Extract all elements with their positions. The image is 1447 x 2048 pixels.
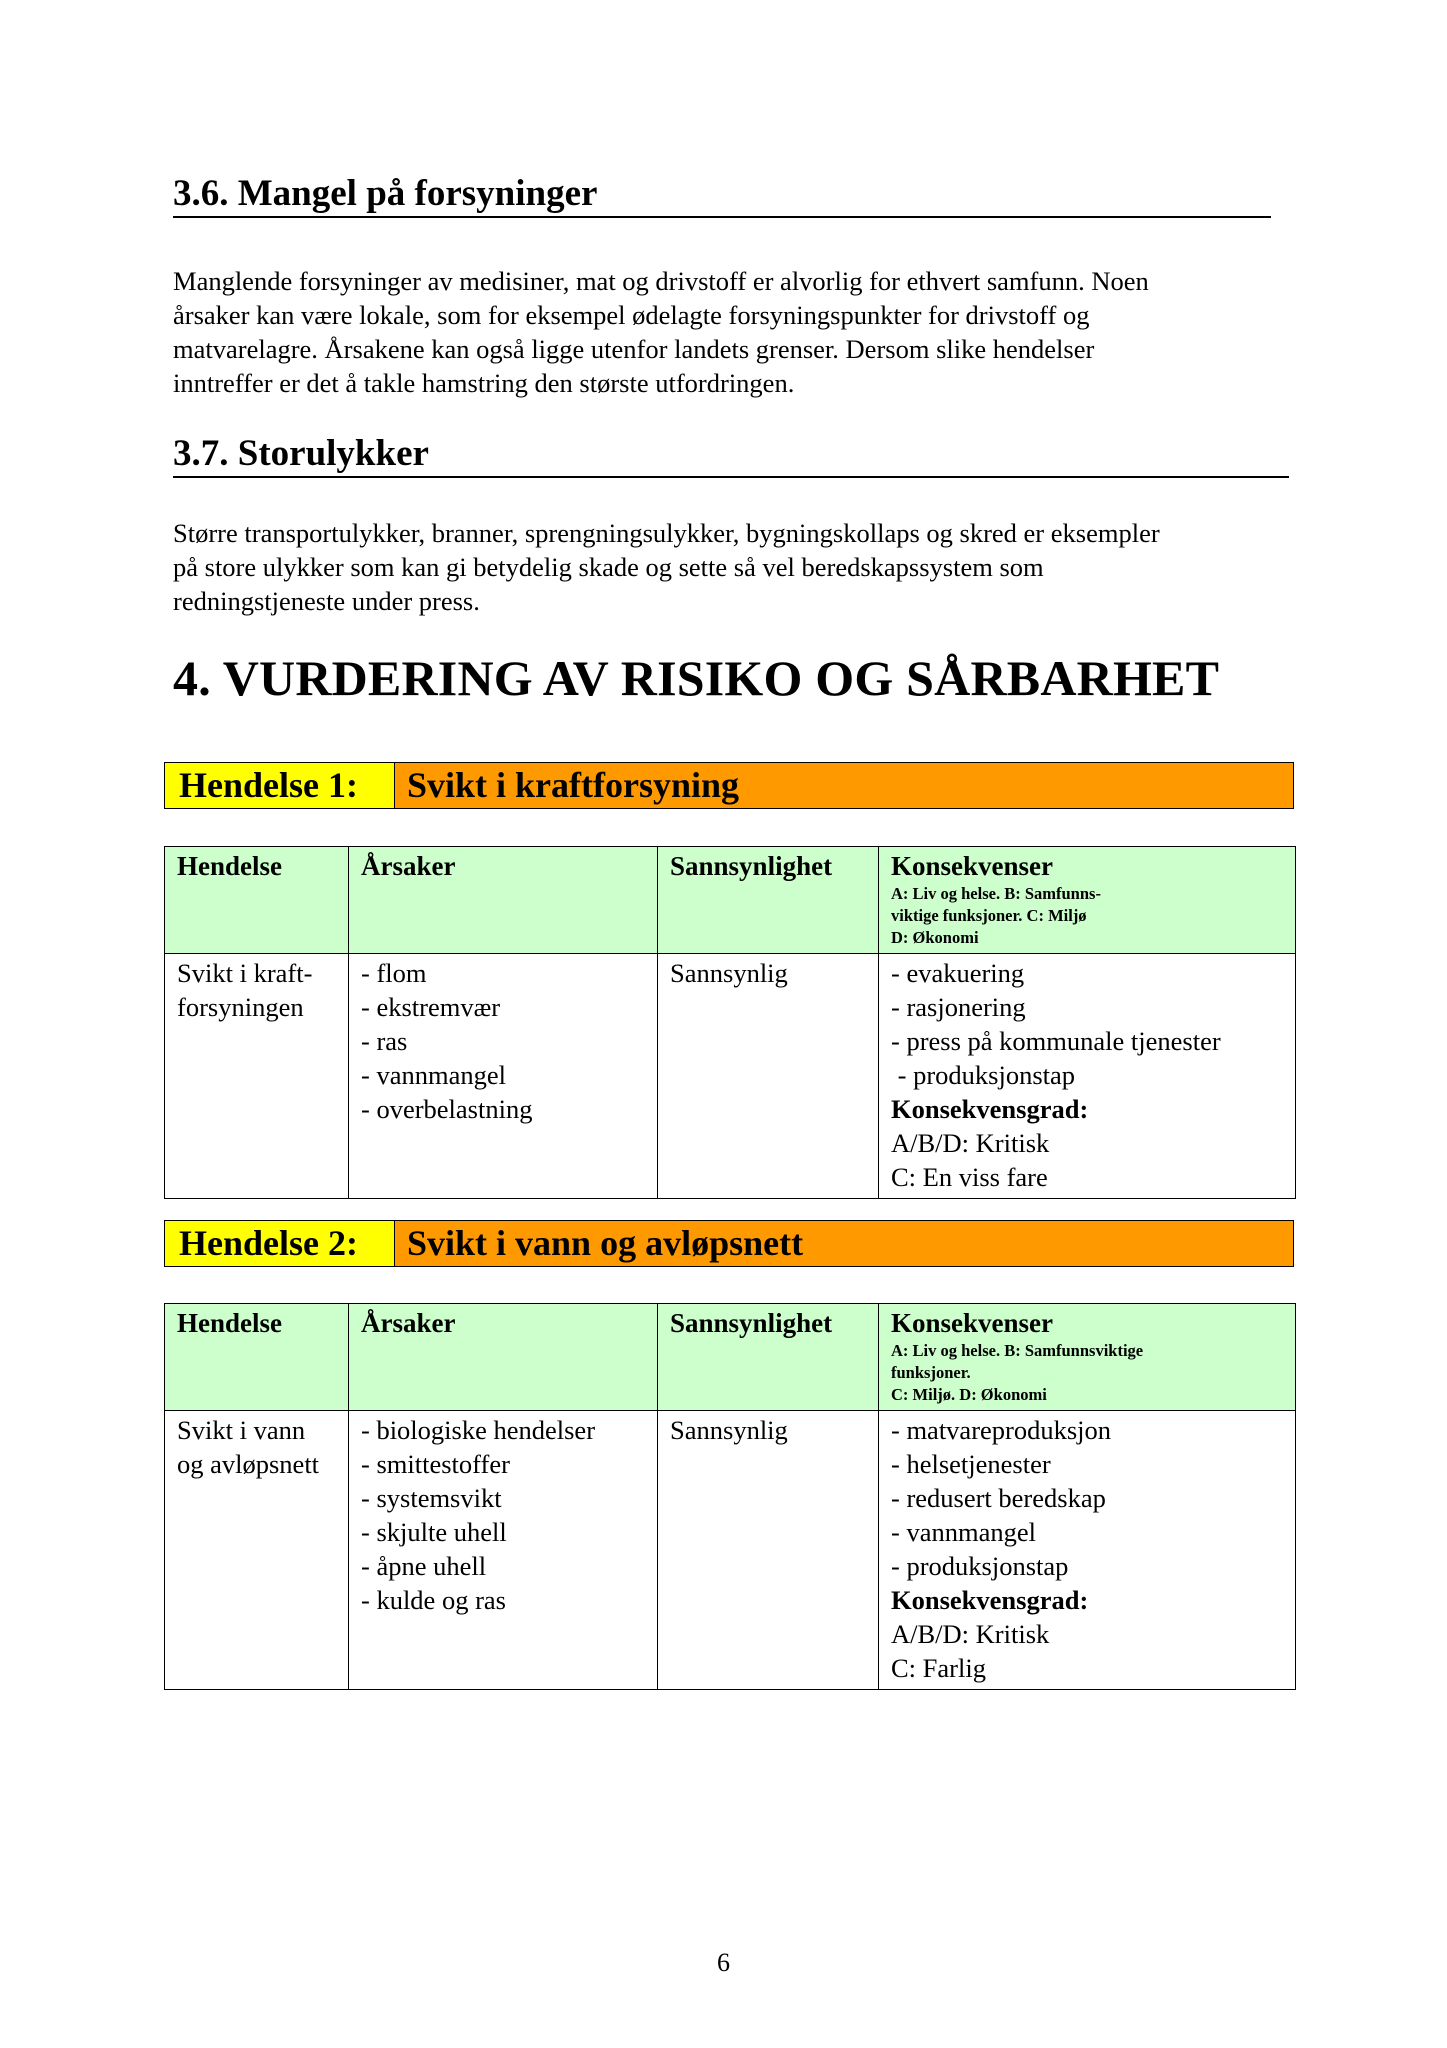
konsekvenser-note: A: Liv og helse. B: Samfunns- <box>891 884 1101 903</box>
table-header-row <box>165 1304 1296 1411</box>
cell-arsaker: - flom - ekstremvær - ras - vannmangel - overbelastning <box>349 954 658 1199</box>
text-line: Større transportulykker, branner, sprengningsulykker, bygningskollaps og skred er eksempler <box>173 518 1160 548</box>
text-line: på store ulykker som kan gi betydelig skade og sette så vel beredskapssystem som <box>173 552 1044 582</box>
header-arsaker: Årsaker <box>349 847 658 954</box>
header-konsekvenser: Konsekvenser A: Liv og helse. B: Samfunnsviktige funksjoner. C: Miljø. D: Økonomi <box>879 1304 1296 1411</box>
table-row <box>165 1411 1296 1690</box>
text-line: matvarelagre. Årsakene kan også ligge utenfor landets grenser. Dersom slike hendelser <box>173 334 1095 364</box>
event-2-banner <box>164 1220 1294 1267</box>
text-line: Manglende forsyninger av medisiner, mat og drivstoff er alvorlig for ethvert samfunn. Noen <box>173 266 1149 296</box>
event-1-label: Hendelse 1: <box>165 763 395 808</box>
konsekvenser-note: D: Økonomi <box>891 928 979 947</box>
konsekvenser-note: C: Miljø. D: Økonomi <box>891 1385 1047 1404</box>
page-number: 6 <box>717 1948 730 1977</box>
cell-sannsynlighet: Sannsynlig <box>658 1411 879 1690</box>
event-1-banner <box>164 762 1294 809</box>
header-arsaker: Årsaker <box>349 1304 658 1411</box>
paragraph-3-7 <box>173 516 1303 618</box>
cell-hendelse: Svikt i vann og avløpsnett <box>165 1411 349 1690</box>
header-sannsynlighet: Sannsynlighet <box>658 1304 879 1411</box>
header-sannsynlighet: Sannsynlighet <box>658 847 879 954</box>
event-1-table <box>164 846 1296 1199</box>
table-row <box>165 954 1296 1199</box>
chapter-4-heading: 4. VURDERING AV RISIKO OG SÅRBARHET <box>173 650 1220 706</box>
header-hendelse: Hendelse <box>165 1304 349 1411</box>
konsekvensgrad-label: Konsekvensgrad: <box>891 1585 1089 1615</box>
text-line: redningstjeneste under press. <box>173 586 480 616</box>
text-line: inntreffer er det å takle hamstring den største utfordringen. <box>173 368 795 398</box>
cell-arsaker: - biologiske hendelser - smittestoffer - systemsvikt - skjulte uhell - åpne uhell - kulde og ras <box>349 1411 658 1690</box>
heading-3-7: 3.7. Storulykker <box>173 432 1289 478</box>
event-2-table <box>164 1303 1296 1690</box>
paragraph-3-6 <box>173 264 1303 400</box>
header-hendelse: Hendelse <box>165 847 349 954</box>
text-line: årsaker kan være lokale, som for eksempel ødelagte forsyningspunkter for drivstoff og <box>173 300 1090 330</box>
heading-3-6: 3.6. Mangel på forsyninger <box>173 172 1271 218</box>
konsekvenser-note: viktige funksjoner. C: Miljø <box>891 906 1087 925</box>
event-1-title: Svikt i kraftforsyning <box>395 763 1293 808</box>
event-2-label: Hendelse 2: <box>165 1221 395 1266</box>
cell-konsekvenser: - evakuering - rasjonering - press på kommunale tjenester - produksjonstap Konsekvensgrad: A/B/D: Kritisk C: En viss fare <box>879 954 1296 1199</box>
event-2-title: Svikt i vann og avløpsnett <box>395 1221 1293 1266</box>
cell-konsekvenser: - matvareproduksjon - helsetjenester - redusert beredskap - vannmangel - produksjonstap Konsekvensgrad: A/B/D: Kritisk C: Farlig <box>879 1411 1296 1690</box>
cell-hendelse: Svikt i kraft- forsyningen <box>165 954 349 1199</box>
header-konsekvenser: Konsekvenser A: Liv og helse. B: Samfunns- viktige funksjoner. C: Miljø D: Økonomi <box>879 847 1296 954</box>
konsekvenser-note: A: Liv og helse. B: Samfunnsviktige <box>891 1341 1144 1360</box>
konsekvensgrad-label: Konsekvensgrad: <box>891 1094 1089 1124</box>
konsekvenser-note: funksjoner. <box>891 1363 971 1382</box>
table-header-row <box>165 847 1296 954</box>
cell-sannsynlighet: Sannsynlig <box>658 954 879 1199</box>
